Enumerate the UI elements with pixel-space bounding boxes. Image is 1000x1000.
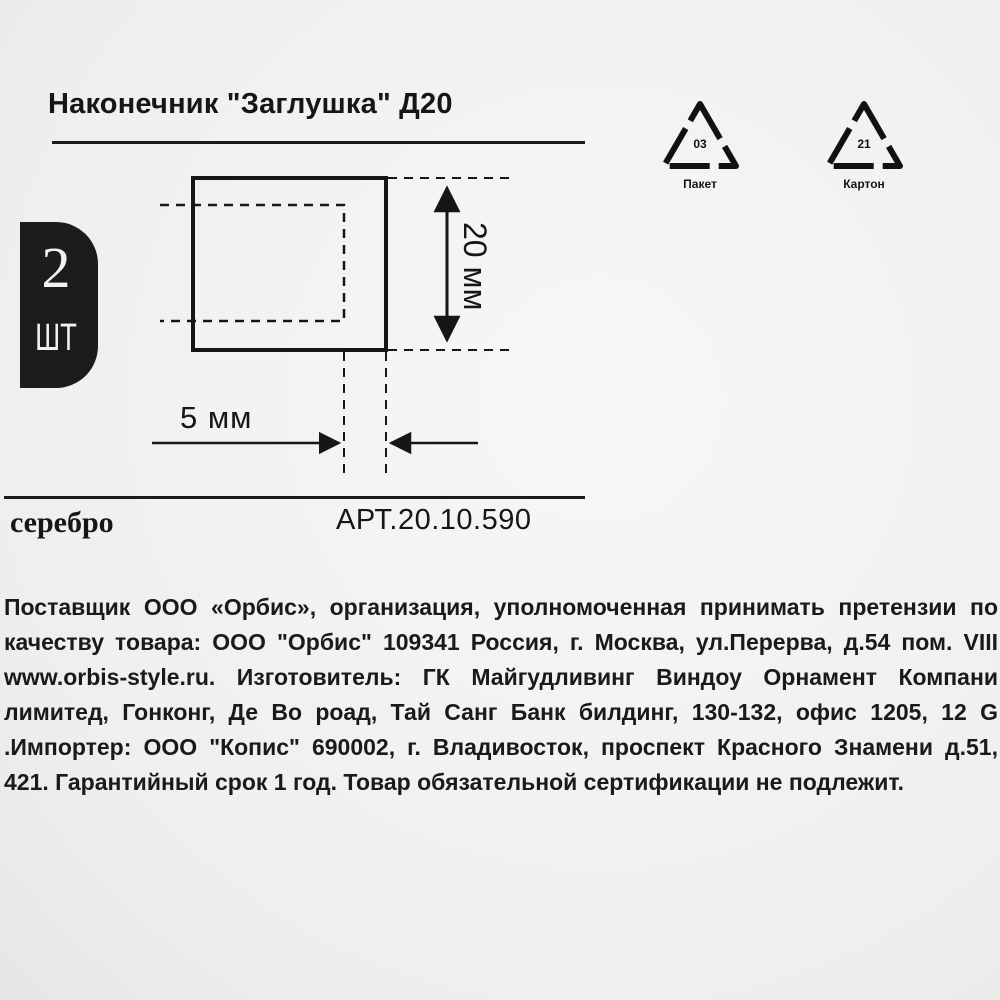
details-divider [4,496,585,499]
quantity-number: 2 [41,235,71,300]
recycling-triangle-icon [818,96,910,176]
supplier-info-text: Поставщик ООО «Орбис», организация, уполномоченная принимать претензии по качеству товара: ООО "Орбис" 109341 Россия, г. Москва, ул.Перерва, д.54 пом. VIII www.orbis-style.ru. Изготовитель: ГК Майгудливинг Виндоу Орнамент Компани лимитед, Гонконг, Де Во роад, Тай Санг Банк билдинг, 130-132, офис 1205, 12 G .Импортер: ООО "Копис" 690002, г. Владивосток, проспект Красного Знамени д.51, 421. Гарантийный срок 1 год. Товар обязательной сертификации не подлежит. [4,594,998,795]
recycling-code: 03 [693,137,707,151]
recycling-mark-carton [818,96,910,191]
height-dimension-label: 20 мм [457,222,493,311]
quantity-unit: ШТ [35,317,77,359]
article-number: АРТ.20.10.590 [336,504,532,536]
recycling-mark-packet [654,96,746,191]
hidden-contour [160,205,344,321]
recycling-triangle-icon [654,96,746,176]
recycling-caption: Картон [843,177,885,191]
recycling-caption: Пакет [683,177,717,191]
color-name: серебро [10,506,114,539]
recycling-code: 21 [857,137,871,151]
product-title: Наконечник "Заглушка" Д20 [48,88,453,120]
width-dimension-label: 5 мм [180,400,253,435]
